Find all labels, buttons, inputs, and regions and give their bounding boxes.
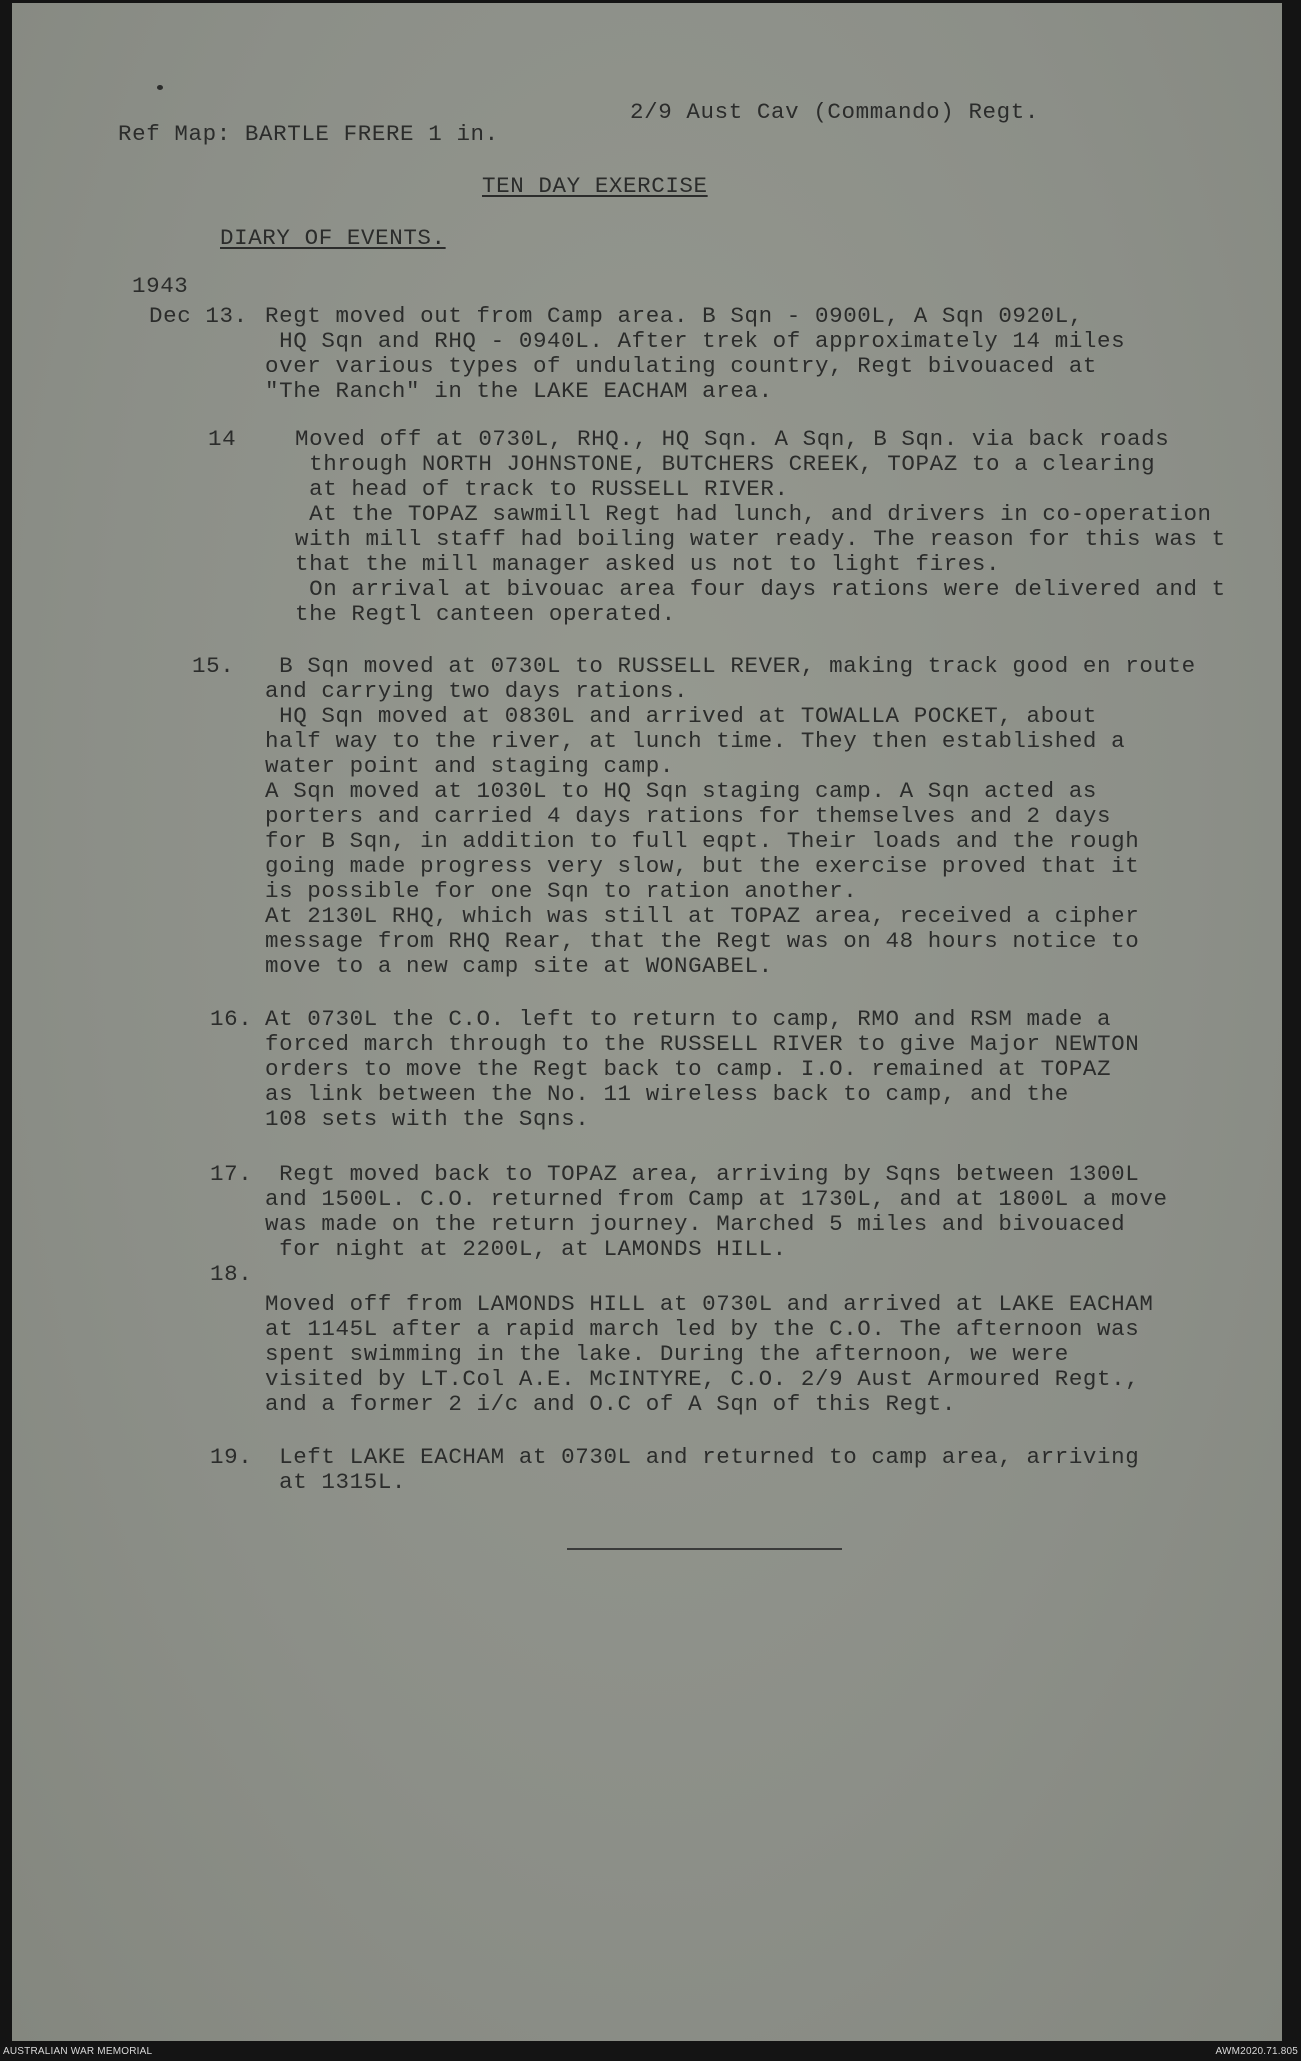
entry-line: Regt moved out from Camp area. B Sqn - 0900L, A Sqn 0920L, bbox=[265, 303, 1083, 329]
entry-line: B Sqn moved at 0730L to RUSSELL REVER, making track good en route bbox=[265, 653, 1196, 679]
entry-line: that the mill manager asked us not to light fires. bbox=[295, 551, 1001, 577]
entry-line: forced march through to the RUSSELL RIVER to give Major NEWTON bbox=[265, 1031, 1140, 1057]
entry-line: "The Ranch" in the LAKE EACHAM area. bbox=[265, 378, 773, 404]
entry-line: and a former 2 i/c and O.C of A Sqn of this Regt. bbox=[265, 1391, 957, 1417]
entry-line: and carrying two days rations. bbox=[265, 678, 689, 704]
entry-line: water point and staging camp. bbox=[265, 753, 674, 779]
entry-line: spent swimming in the lake. During the afternoon, we were bbox=[265, 1341, 1069, 1367]
entry-line: is possible for one Sqn to ration another. bbox=[265, 878, 858, 904]
entry-line: HQ Sqn moved at 0830L and arrived at TOWALLA POCKET, about bbox=[265, 703, 1098, 729]
entry-line: orders to move the Regt back to camp. I.O. remained at TOPAZ bbox=[265, 1056, 1112, 1082]
entry-date-18: 18. bbox=[210, 1261, 253, 1287]
entry-date-16: 16. bbox=[210, 1006, 253, 1032]
document-page bbox=[12, 3, 1282, 2041]
entry-line: at 1315L. bbox=[265, 1469, 407, 1495]
entry-line: for night at 2200L, at LAMONDS HILL. bbox=[265, 1236, 787, 1262]
entry-line: Moved off at 0730L, RHQ., HQ Sqn. A Sqn, B Sqn. via back roads bbox=[295, 426, 1170, 452]
entry-line: going made progress very slow, but the exercise proved that it bbox=[265, 853, 1140, 879]
ref-map: Ref Map: BARTLE FRERE 1 in. bbox=[118, 121, 499, 147]
year-label: 1943 bbox=[132, 273, 189, 299]
entry-line: with mill staff had boiling water ready. The reason for this was t bbox=[295, 526, 1226, 552]
entry-date-14: 14 bbox=[208, 426, 237, 452]
entry-date-dec-13: Dec 13. bbox=[149, 303, 248, 329]
entry-date-15: 15. bbox=[192, 653, 235, 679]
entry-line: for B Sqn, in addition to full eqpt. Their loads and the rough bbox=[265, 828, 1140, 854]
entry-line: at 1145L after a rapid march led by the C.O. The afternoon was bbox=[265, 1316, 1140, 1342]
entry-line: A Sqn moved at 1030L to HQ Sqn staging camp. A Sqn acted as bbox=[265, 778, 1098, 804]
entry-line: was made on the return journey. Marched 5 miles and bivouaced bbox=[265, 1211, 1126, 1237]
unit-heading: 2/9 Aust Cav (Commando) Regt. bbox=[630, 99, 1039, 125]
entry-line: the Regtl canteen operated. bbox=[295, 601, 676, 627]
entry-line: over various types of undulating country, Regt bivouaced at bbox=[265, 353, 1098, 379]
entry-line: At 2130L RHQ, which was still at TOPAZ area, received a cipher bbox=[265, 903, 1140, 929]
document-subtitle: DIARY OF EVENTS. bbox=[220, 225, 446, 251]
entry-line: at head of track to RUSSELL RIVER. bbox=[295, 476, 789, 502]
ink-mark bbox=[157, 85, 163, 90]
entry-line: Left LAKE EACHAM at 0730L and returned to camp area, arriving bbox=[265, 1444, 1140, 1470]
entry-date-19: 19. bbox=[210, 1444, 253, 1470]
closing-rule bbox=[567, 1548, 842, 1550]
entry-line: half way to the river, at lunch time. They then established a bbox=[265, 728, 1126, 754]
entry-line: At the TOPAZ sawmill Regt had lunch, and drivers in co-operation bbox=[295, 501, 1212, 527]
footer-left: AUSTRALIAN WAR MEMORIAL bbox=[3, 2046, 153, 2057]
entry-line: message from RHQ Rear, that the Regt was on 48 hours notice to bbox=[265, 928, 1140, 954]
entry-date-17: 17. bbox=[210, 1161, 253, 1187]
entry-line: 108 sets with the Sqns. bbox=[265, 1106, 590, 1132]
entry-line: Regt moved back to TOPAZ area, arriving by Sqns between 1300L bbox=[265, 1161, 1140, 1187]
entry-line: On arrival at bivouac area four days rations were delivered and t bbox=[295, 576, 1226, 602]
entry-line: At 0730L the C.O. left to return to camp, RMO and RSM made a bbox=[265, 1006, 1112, 1032]
entry-line: porters and carried 4 days rations for themselves and 2 days bbox=[265, 803, 1112, 829]
entry-line: Moved off from LAMONDS HILL at 0730L and arrived at LAKE EACHAM bbox=[265, 1291, 1154, 1317]
footer-right: AWM2020.71.805 bbox=[1215, 2046, 1298, 2057]
entry-line: as link between the No. 11 wireless back to camp, and the bbox=[265, 1081, 1069, 1107]
document-title: TEN DAY EXERCISE bbox=[482, 173, 708, 199]
entry-line: through NORTH JOHNSTONE, BUTCHERS CREEK, TOPAZ to a clearing bbox=[295, 451, 1156, 477]
entry-line: visited by LT.Col A.E. McINTYRE, C.O. 2/9 Aust Armoured Regt., bbox=[265, 1366, 1140, 1392]
entry-line: and 1500L. C.O. returned from Camp at 1730L, and at 1800L a move bbox=[265, 1186, 1168, 1212]
entry-line: move to a new camp site at WONGABEL. bbox=[265, 953, 773, 979]
entry-line: HQ Sqn and RHQ - 0940L. After trek of approximately 14 miles bbox=[265, 328, 1126, 354]
